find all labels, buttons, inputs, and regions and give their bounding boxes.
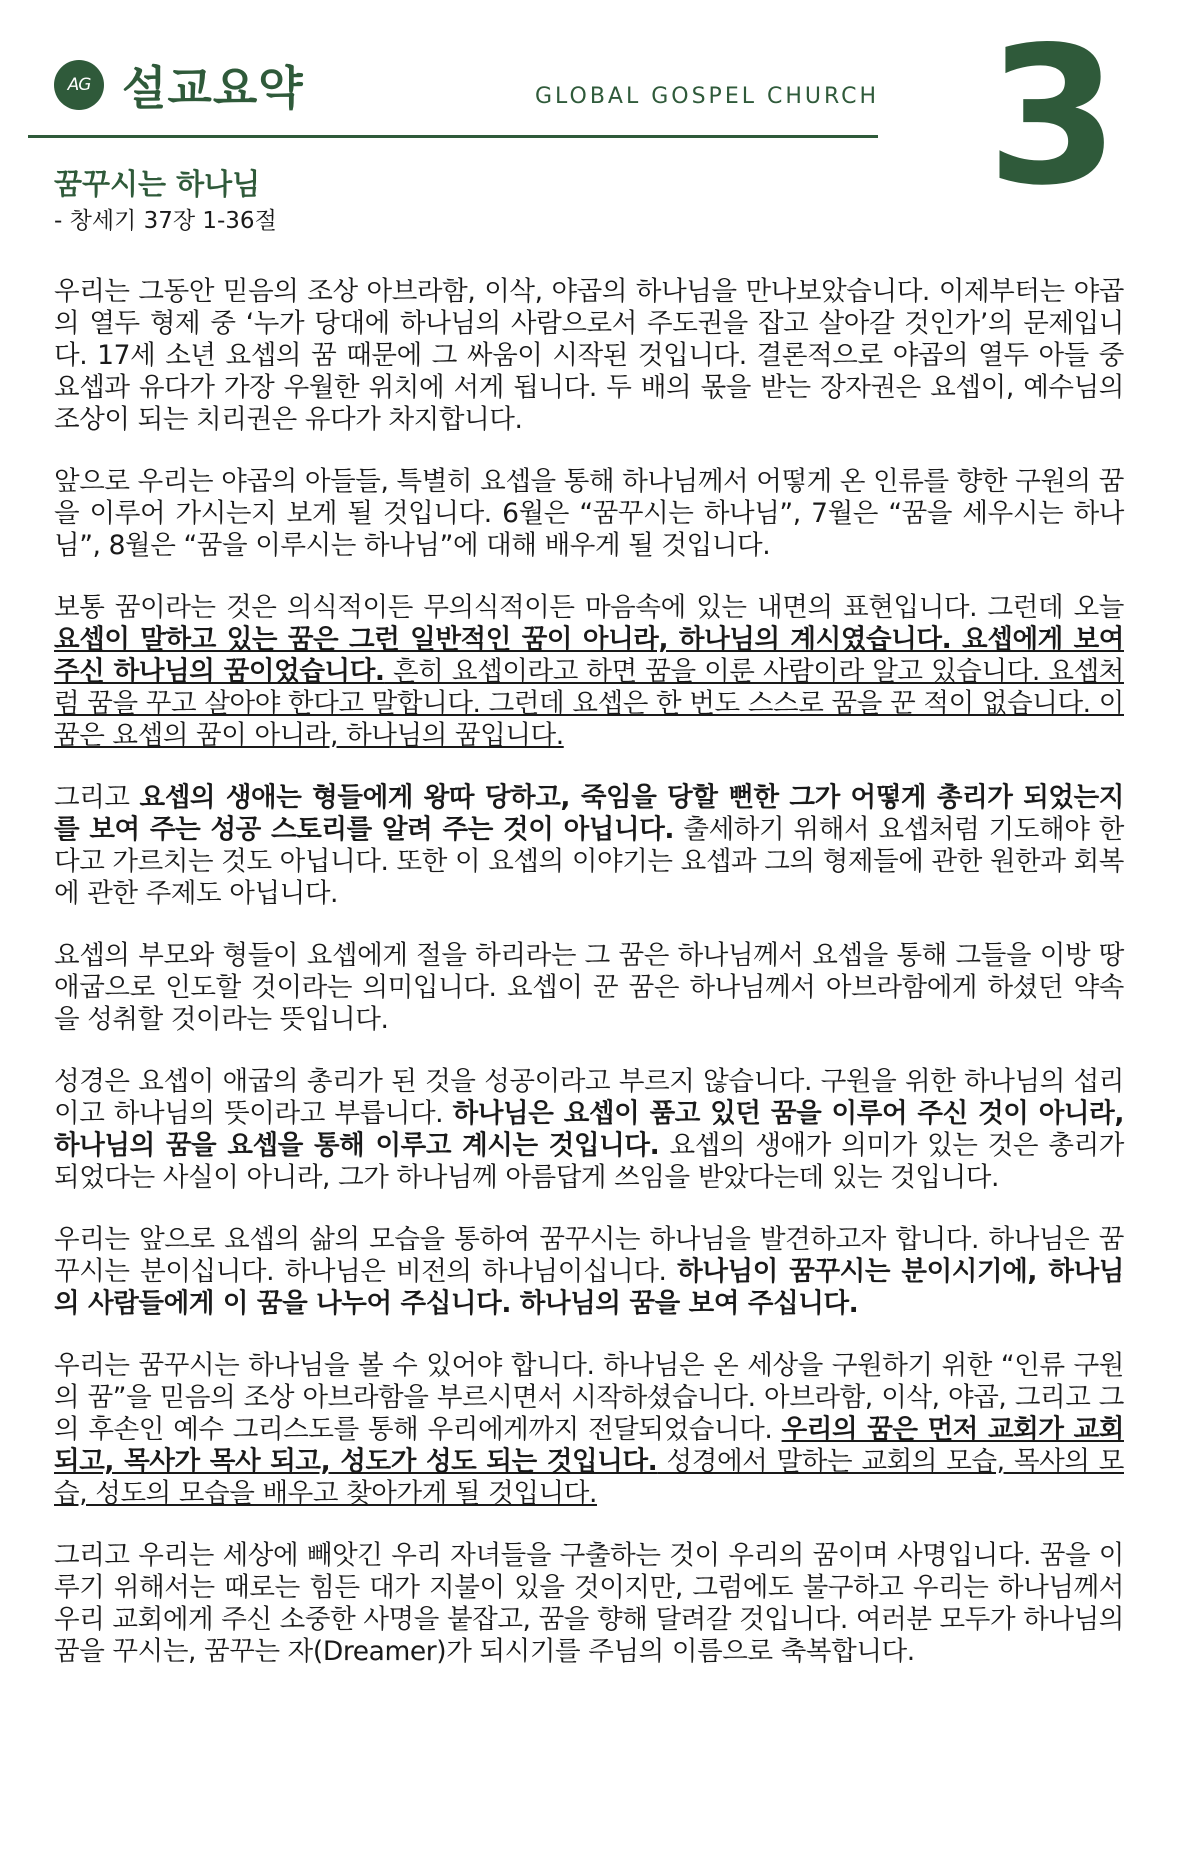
paragraph-4-text-c: 출세하기 위해서 요셉처럼 기도해야 한다고 가르치는 것도 아닙니다. 또한 이 요셉의 이야기는 요셉과 그의 형제들에 관한 원한과 회복에 관한 주제도 아닙니다. [54, 814, 1124, 909]
paragraph-4-text-a: 그리고 [54, 782, 140, 813]
sermon-body [54, 276, 1124, 1698]
paragraph-9: 그리고 우리는 세상에 빼앗긴 우리 자녀들을 구출하는 것이 우리의 꿈이며 사명입니다. 꿈을 이루기 위해서는 때로는 힘든 대가 지불이 있을 것이지만, 그럼에도 불구하고 우리는 하나님께서 우리 교회에게 주신 소중한 사명을 붙잡고, 꿈을 향해 달려갈 것입니다. 여러분 모두가 하나님의 꿈을 꾸시는, 꿈꾸는 자(Dreamer)가 되시기를 주님의 이름으로 축복합니다. [54, 1540, 1124, 1667]
page-header [0, 0, 1185, 240]
issue-number: 3 [986, 6, 1119, 227]
paragraph-3-text-c: 흔히 요셉이라고 하면 꿈을 이룬 사람이라 알고 있습니다. 요셉처럼 꿈을 꾸고 살아야 한다고 말합니다. 그런데 요셉은 한 번도 스스로 꿈을 꾼 적이 없습니다. 이 꿈은 요셉의 꿈이 아니라, 하나님의 꿈입니다. [54, 656, 1124, 751]
paragraph-6-text-c: 요셉의 생애가 의미가 있는 것은 총리가 되었다는 사실이 아니라, 그가 하나님께 아름답게 쓰임을 받았다는데 있는 것입니다. [54, 1130, 1124, 1193]
paragraph-8 [54, 1350, 1124, 1510]
paragraph-7-emphasis: 하나님이 꿈꾸시는 분이시기에, 하나님의 사람들에게 이 꿈을 나누어 주십니다. 하나님의 꿈을 보여 주십니다. [54, 1256, 1124, 1319]
logo-text: AG [67, 75, 91, 95]
paragraph-1: 우리는 그동안 믿음의 조상 아브라함, 이삭, 야곱의 하나님을 만나보았습니다. 이제부터는 야곱의 열두 형제 중 ‘누가 당대에 하나님의 사람으로서 주도권을 잡고 살아갈 것인가’의 문제입니다. 17세 소년 요셉의 꿈 때문에 그 싸움이 시작된 것입니다. 결론적으로 야곱의 열두 아들 중 요셉과 유다가 가장 우월한 위치에 서게 됩니다. 두 배의 몫을 받는 장자권은 요셉이, 예수님의 조상이 되는 치리권은 유다가 차지합니다. [54, 276, 1124, 435]
document-title: 설교요약 [122, 61, 304, 115]
paragraph-8-text-c: 성경에서 말하는 교회의 모습, 목사의 모습, 성도의 모습을 배우고 찾아가게 될 것입니다. [54, 1446, 1124, 1509]
paragraph-4-emphasis: 요셉의 생애는 형들에게 왕따 당하고, 죽임을 당할 뻔한 그가 어떻게 총리가 되었는지를 보여 주는 성공 스토리를 알려 주는 것이 아닙니다. [54, 782, 1124, 845]
paragraph-7-text-a: 우리는 앞으로 요셉의 삶의 모습을 통하여 꿈꾸시는 하나님을 발견하고자 합니다. 하나님은 꿈꾸시는 분이십니다. 하나님은 비전의 하나님이십니다. [54, 1224, 1124, 1287]
paragraph-5: 요셉의 부모와 형들이 요셉에게 절을 하리라는 그 꿈은 하나님께서 요셉을 통해 그들을 이방 땅 애굽으로 인도할 것이라는 의미입니다. 요셉이 꾼 꿈은 하나님께서 아브라함에게 하셨던 약속을 성취할 것이라는 뜻입니다. [54, 940, 1124, 1035]
sermon-title: 꿈꾸시는 하나님 [54, 167, 261, 201]
header-divider [28, 135, 878, 138]
church-logo-icon [54, 60, 104, 110]
paragraph-2: 앞으로 우리는 야곱의 아들들, 특별히 요셉을 통해 하나님께서 어떻게 온 인류를 향한 구원의 꿈을 이루어 가시는지 보게 될 것입니다. 6월은 “꿈꾸시는 하나님”, 7월은 “꿈을 세우시는 하나님”, 8월은 “꿈을 이루시는 하나님”에 대해 배우게 될 것입니다. [54, 466, 1124, 561]
scripture-reference: - 창세기 37장 1-36절 [54, 208, 277, 234]
paragraph-6-emphasis: 하나님은 요셉이 품고 있던 꿈을 이루어 주신 것이 아니라, 하나님의 꿈을 요셉을 통해 이루고 계시는 것입니다. [54, 1098, 1124, 1161]
paragraph-8-text-a: 우리는 꿈꾸시는 하나님을 볼 수 있어야 합니다. 하나님은 온 세상을 구원하기 위한 “인류 구원의 꿈”을 믿음의 조상 아브라함을 부르시면서 시작하셨습니다. 아브라함, 이삭, 야곱, 그리고 그의 후손인 예수 그리스도를 통해 우리에게까지 전달되었습니다. [54, 1350, 1124, 1445]
paragraph-6 [54, 1066, 1124, 1194]
paragraph-3-emphasis: 요셉이 말하고 있는 꿈은 그런 일반적인 꿈이 아니라, 하나님의 계시였습니다. 요셉에게 보여 주신 하나님의 꿈이었습니다. [54, 624, 1124, 687]
paragraph-3-text-a: 보통 꿈이라는 것은 의식적이든 무의식적이든 마음속에 있는 내면의 표현입니다. 그런데 오늘 [54, 592, 1124, 623]
paragraph-4 [54, 782, 1124, 910]
paragraph-3 [54, 592, 1124, 752]
paragraph-7 [54, 1224, 1124, 1320]
church-name: GLOBAL GOSPEL CHURCH [535, 84, 880, 109]
paragraph-6-text-a: 성경은 요셉이 애굽의 총리가 된 것을 성공이라고 부르지 않습니다. 구원을 위한 하나님의 섭리이고 하나님의 뜻이라고 부릅니다. [54, 1066, 1124, 1129]
paragraph-8-emphasis: 우리의 꿈은 먼저 교회가 교회 되고, 목사가 목사 되고, 성도가 성도 되는 것입니다. [54, 1414, 1124, 1477]
